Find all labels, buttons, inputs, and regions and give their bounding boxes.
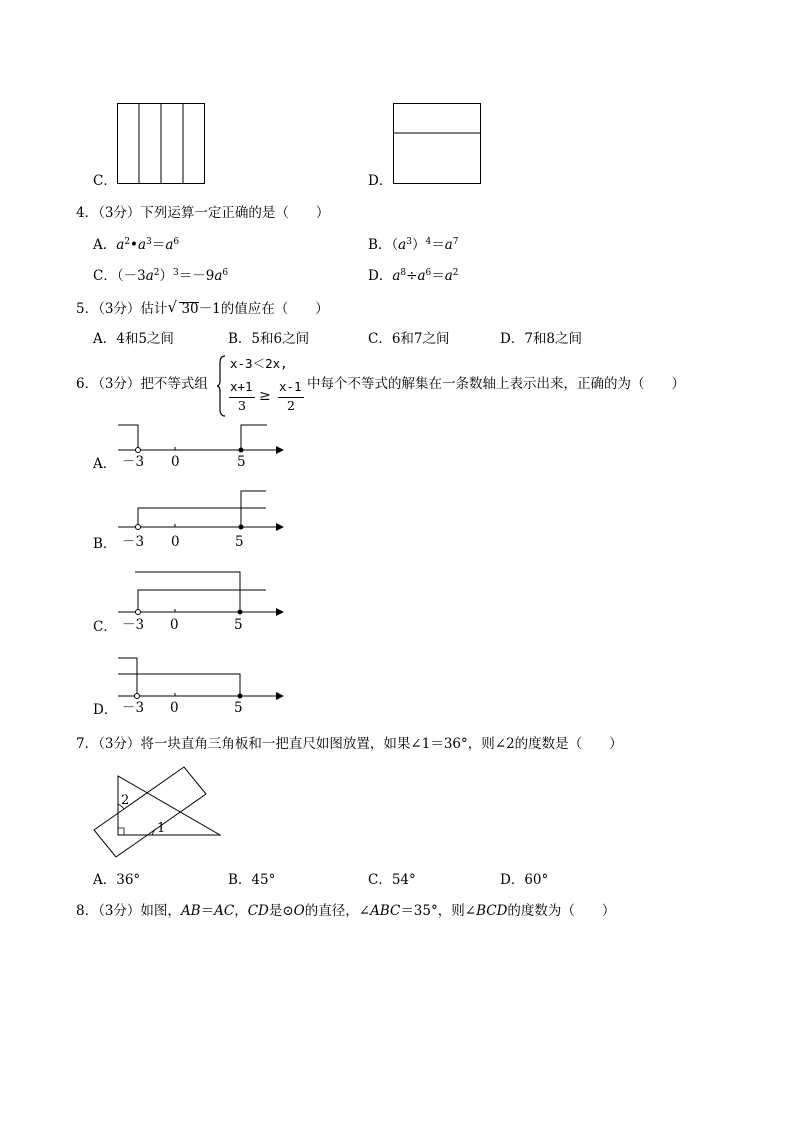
- q6-frac1-den: 3: [238, 398, 246, 413]
- q6-d-tick-neg3: －3: [122, 700, 145, 716]
- q6-option-a-label: A．: [93, 456, 117, 472]
- q4-option-d: D．$a^8\div a^6=a^2$: [368, 268, 459, 284]
- q6-number-line-c: [118, 568, 288, 618]
- q6-d-tick-0: 0: [170, 700, 179, 716]
- q6-b-tick-0: 0: [171, 534, 180, 550]
- q4-option-c: C．$(-3a^2)^3=-9a^6$: [93, 268, 229, 284]
- q5-option-c: C．6和7之间: [368, 331, 450, 347]
- q3-figure-c: [117, 103, 207, 187]
- q4-option-a: A．$a^2•a^3=a^6$: [93, 237, 180, 253]
- q5-stem: 5．（3分）估计 √ 30－1的值应在（ ）: [76, 298, 329, 317]
- q6-frac2-den: 2: [287, 398, 295, 413]
- q3-option-c-label: C．: [93, 173, 117, 189]
- q5-option-b: B．5和6之间: [228, 331, 310, 347]
- q7-angle-1-label: 1: [157, 821, 166, 836]
- q7-stem: 7．（3分）将一块直角三角板和一把直尺如图放置，如果∠1＝36°，则∠2的度数是（ ）: [76, 736, 623, 752]
- q6-number-line-b: [118, 488, 288, 538]
- q6-number-line-d: [118, 654, 288, 704]
- q6-a-tick-0: 0: [171, 454, 180, 470]
- q6-option-c-label: C．: [93, 619, 117, 635]
- q6-frac1-num: x+1: [230, 379, 253, 394]
- q6-c-tick-0: 0: [170, 617, 179, 633]
- q7-option-d: D．60°: [500, 872, 549, 888]
- q6-frac2-num: x-1: [279, 379, 302, 394]
- q4-stem: 4．（3分）下列运算一定正确的是（ ）: [76, 205, 330, 221]
- q4-option-b: B．$(a^3)^4=a^7$: [368, 237, 459, 253]
- q3-figure-d: [393, 103, 483, 187]
- q6-b-tick-neg3: －3: [122, 534, 145, 550]
- q6-relation: ≥: [259, 388, 271, 404]
- q3-option-d-label: D．: [368, 173, 393, 189]
- q7-option-c: C．54°: [368, 872, 416, 888]
- q6-inequality-1: x-3＜2x,: [230, 356, 288, 371]
- inequality-system-brace: [217, 355, 227, 417]
- sqrt-symbol: √ 30: [167, 298, 199, 317]
- q6-c-tick-neg3: －3: [122, 617, 145, 633]
- q6-d-tick-5: 5: [234, 700, 243, 716]
- q7-option-b: B．45°: [228, 872, 276, 888]
- q6-stem-before: 6．（3分）把不等式组: [76, 376, 208, 392]
- q6-c-tick-5: 5: [234, 617, 243, 633]
- q6-b-tick-5: 5: [235, 534, 244, 550]
- q6-a-tick-5: 5: [237, 454, 246, 470]
- q7-figure-triangle-ruler: [90, 762, 225, 860]
- q7-angle-2-label: 2: [121, 793, 130, 808]
- q6-option-d-label: D．: [93, 702, 118, 718]
- q5-option-d: D．7和8之间: [500, 331, 583, 347]
- q8-stem: 8．（3分）如图，AB＝AC，CD是⊙O的直径，∠ABC＝35°，则∠BCD的度数为（ ）: [76, 903, 616, 919]
- q7-option-a: A．36°: [93, 872, 141, 888]
- q5-option-a: A．4和5之间: [93, 331, 174, 347]
- q6-stem-after: 中每个不等式的解集在一条数轴上表示出来，正确的为（ ）: [307, 376, 685, 392]
- q6-option-b-label: B．: [93, 536, 117, 552]
- q6-a-tick-neg3: －3: [122, 454, 145, 470]
